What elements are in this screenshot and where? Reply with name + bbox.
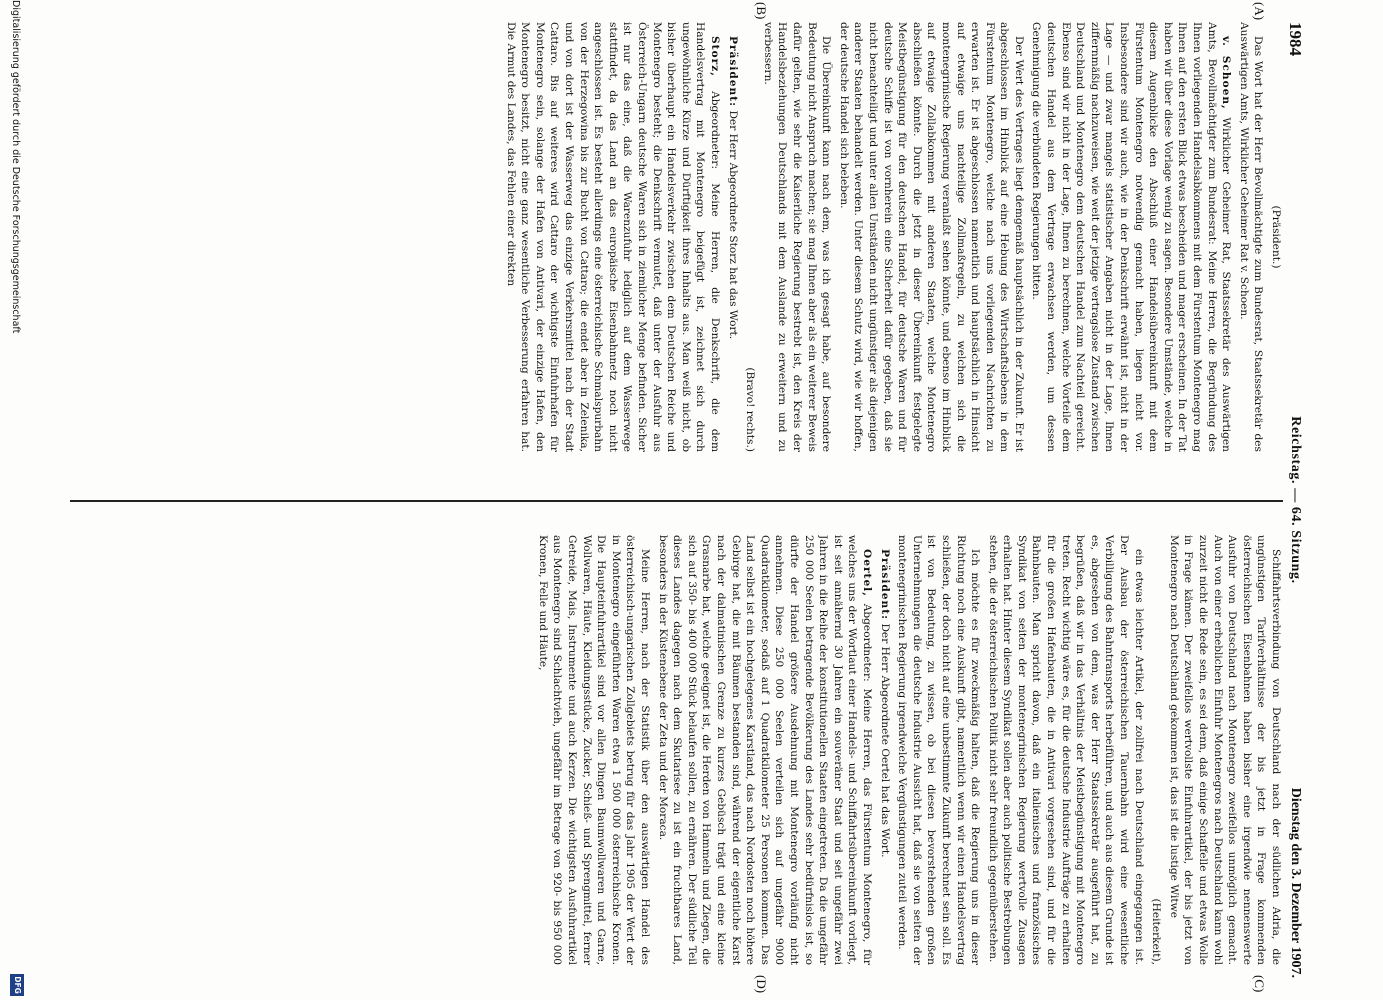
- page-number: 1984: [1286, 22, 1305, 56]
- paragraph: Ich möchte es für zweckmäßig halten, daß die Regierung uns in dieser Richtung noch eine Auskunft gibt, namentlich wenn wir einen Handelsvertrag schließen, der doch nicht auf eine unbestimmte Zukunft berechnet sein soll. Es ist von Bedeutung, zu wissen, ob bei diesen bevorstehenden großen Unternehmungen die deutsche Industrie Aussicht hat, daß sie von seiten der montenegrinischen Regierung irgendwelche Vergünstigungen zuteil werden.: [896, 535, 982, 965]
- paragraph: ein etwas leichter Artikel, der zollfrei nach Deutschland eingegangen ist. Der Ausbau der österreichischen Tauernbahn wird eine wesentliche Verbilligung des Bahntransports herbeiführen, und auch aus diesem Grunde ist es, abgesehen von dem, was der Herr Staatssekretär ausgeführt hat, zu begrüßen, daß wir in das Verhältnis der Meistbegünstigung mit Montenegro treten. Recht wichtig wäre es, für die deutsche Industrie Aufträge zu erhalten für die großen Hafenbauten, die in Antivari vorgesehen sind, und für die Bahnbauten. Man spricht davon, daß ein italienisches und französisches Syndikat von seiten der montenegrinischen Regierung wertvolle Zusagen erhalten hat. Hinter diesem Syndikat sollen aber auch politische Bestrebungen stehen, die der österreichischen Politik nicht sehr freundlich gegenüberstehen.: [986, 535, 1145, 965]
- paragraph: Das Wort hat der Herr Bevollmächtigte zum Bundesrat, Staatssekretär des Auswärtigen Amts, Wirklicher Geheimer Rat v. Schoen.: [1237, 22, 1265, 452]
- paragraph-text: Abgeordneter: Meine Herren, die Denkschrift, die dem Handelsvertrag mit Montenegro beigefügt ist, zeichnet sich durch ungewöhnliche Kürze und Dürftigkeit ihres Inhalts aus. Man weiß nicht, ob bisher überhaupt ein Handelsverkehr zwischen dem Deutschen Reiche und Montenegro besteht; die Denkschrift vermutet, daß unter der Ausfuhr aus Österreich-Ungarn deutsche Waren sich in ziemlicher Menge befinden. Sicher ist nur das eine, daß die Warenzufuhr lediglich auf dem Wasserwege stattfindet, da das Land an das europäische Eisenbahnnetz noch nicht angeschlossen ist. Es besteht allerdings eine österreichische Schmalspurbahn von der Herzegowina bis zur Bucht von Cattaro; die endet aber in Zelenika, und von dort ist der Wasserweg das einzige Verkehrsmittel nach der Stadt Cattaro. Bis auf weiteres wird Cattaro der wichtigste Einfuhrhafen für Montenegro sein, solange der Hafen von Antivari, der einzige Hafen, den Montenegro besitzt, nicht eine ganz wesentliche Verbesserung erfahren hat. Die Armut des Landes, das Fehlen einer direkten: [504, 22, 722, 452]
- speaker-continuation: (Präsident.): [1270, 205, 1282, 269]
- paragraph: [877, 535, 892, 965]
- paragraph-text: Der Herr Abgeordnete Oertel hat das Wort.: [878, 623, 891, 858]
- speaker-name: Storz,: [709, 36, 722, 77]
- funding-note: Digitalisierung gefördert durch die Deutsche Forschungsgemeinschaft: [10, 0, 21, 334]
- paragraph-text: Abgeordneter: Meine Herren, das Fürstentum Montenegro, für welches uns der Wortlaut einer Handels- und Schiffahrtsübereinkunft vorliegt, ist seit annähernd 30 Jahren ein souveräner Staat und seit ungefähr zwei Jahren in die Reihe der konstitutionellen Staaten eingetreten. Da die ungefähr 250 000 Seelen betragende Bevölkerung des Landes sehr bedürfnislos ist, so dürfte der Handel größere Ausdehnung mit Montenegro vorläufig nicht annehmen. Diese 250 000 Seelen verteilen sich auf ungefähr 9000 Quadratkilometer, sodaß auf 1 Quadratkilometer 25 Personen kommen. Das Land selbst ist ein hochgelegenes Karstland, das nach Nordosten noch höhere Gebirge hat, die mit Bäumen bestanden sind, während der eigentliche Karst nach der dalmatinischen Grenze zu kurzes Gebüsch trägt und eine kleine Grasnarbe hat, welche geeignet ist, die Herden von Hammeln und Ziegen, die sich auf 350- bis 400 000 Stück belaufen sollen, zu ernähren. Der südliche Teil dieses Landes dagegen nach dem Skutarisee zu ist ein fruchtbares Land, besonders in der Küstenebene der Zeta und der Moraca.: [656, 535, 873, 965]
- reaction-note: (Heiterkeit),: [1150, 898, 1163, 965]
- reaction-note: (Bravo! rechts.): [744, 367, 757, 452]
- speaker-name: Oertel,: [860, 549, 873, 597]
- page-header: [1283, 22, 1305, 978]
- speaker-name: v. Schoen,: [1220, 36, 1233, 110]
- paragraph: [655, 535, 874, 965]
- paragraph: Die Übereinkunft kann nach dem, was ich gesagt habe, auf besondere Bedeutung nicht Anspruch machen; sie mag Ihnen aber als ein weiterer Beweis dafür gelten, wie sehr die Kaiserliche Regierung bestrebt ist, den Kreis der Handelsbeziehungen Deutschlands mit dem Auslande zu erweitern und zu verbessern.: [761, 22, 833, 452]
- digitization-footer: [6, 0, 24, 1000]
- paragraph: Schiffahrtsverbindung von Deutschland nach der südlichen Adria, die ungünstigen Tarifverhältnisse der bis jetzt in Frage kommenden österreichischen Eisenbahnen haben bisher eine irgendwie nennenswerte Ausfuhr von Deutschland nach Montenegro zweifellos unmöglich gemacht. Auch von einer erheblichen Einfuhr Montenegros nach Deutschland kann wohl zurzeit nicht die Rede sein, es sei denn, daß einige Schaffelle und etwas Wolle in Frage kämen. Der zweifellos wertvollste Einfuhrartikel, der bis jetzt von Montenegro nach Deutschland gekommen ist, das ist die lustige Witwe: [1167, 535, 1282, 965]
- paragraph-text: Wirklicher Geheimer Rat, Staatssekretär des Auswärtigen Amts, Bevollmächtigter zum Bundesrat: Meine Herren, die Begründung des Ihnen vorliegenden Handelsabkommens mit dem Fürstentum Montenegro mag Ihnen auf den ersten Blick etwas bescheiden und mager erscheinen. In der Tat haben wir über diese Vorlage wenig zu sagen. Besondere Umstände, welche in diesem Augenblicke den Abschluß einer Handelsübereinkunft mit dem Fürstentum Montenegro notwendig gemacht haben, liegen nicht vor. Insbesondere sind wir auch, wie in der Denkschrift erwähnt ist, nicht in der Lage — und zwar mangels statistischer Angaben nicht in der Lage, Ihnen ziffernmäßig nachzuweisen, wie weit der jetzige vertragslose Zustand zwischen Deutschland und Montenegro dem deutschen Handel zum Nachteil gereicht. Ebenso sind wir nicht in der Lage, Ihnen zu berechnen, welche Vorteile dem deutschen Handel aus dem Vertrage erwachsen werden, um dessen Genehmigung die verbündeten Regierungen bitten.: [1030, 22, 1233, 452]
- column-divider: [70, 500, 1283, 502]
- paragraph: [725, 22, 740, 452]
- speaker-name: Präsident:: [878, 549, 891, 621]
- margin-marker-b: (B): [754, 2, 769, 20]
- session-date: Dienstag den 3. Dezember 1907.: [1288, 787, 1303, 978]
- paragraph: Der Wert des Vertrages liegt demgemäß hauptsächlich in der Zukunft. Er ist abgeschlossen im Hinblick auf eine Hebung des Wirtschaftslebens in dem Fürstentum Montenegro, welche nach uns vorliegenden Nachrichten zu erwarten ist. Er ist abgeschlossen namentlich und hauptsächlich in Hinsicht auf etwaige uns nachteilige Zollmaßregeln, zu welchen sich die montenegrinische Regierung veranlaßt sehen könnte, und ebenso im Hinblick auf etwaige Zollabkommen mit anderen Staaten, welche Montenegro abschließen könnte. Durch die jetzt in dieser Übereinkunft festgelegte Meistbegünstigung für den deutschen Handel, für deutsche Waren und für deutsche Schiffe ist von vornherein eine Sicherheit dafür gegeben, daß sie nicht benachteiligt und unter allen Umständen nicht ungünstiger als diejenigen anderer Staaten behandelt werden. Unter diesem Schutz wird, wie wir hoffen, der deutsche Handel sich beleben.: [837, 22, 1025, 452]
- speaker-name: Präsident:: [726, 36, 739, 108]
- running-title: Reichstag. — 64. Sitzung.: [1288, 416, 1303, 584]
- paragraph: Meine Herren, nach der Statistik über den auswärtigen Handel des österreichisch-ungarischen Zollgebiets betrug für das Jahr 1905 der Wert der in Montenegro eingeführten Waren etwa 1 500 000 österreichische Kronen. Die Haupteinfuhrartikel sind vor allen Dingen Baumwollwaren und Garne, Wollwaren, Häute, Kleidungsstücke, Zucker, Schieß- und Sprengmittel, ferner Getreide, Mais, Instrumente und auch Kerzen. Die wichtigsten Ausfuhrartikel aus Montenegro sind Schlachtvieh, ungefähr im Betrage von 920- bis 950 000 Kronen, Felle und Häute,: [536, 535, 652, 965]
- left-column: [70, 22, 1283, 452]
- paragraph: [503, 22, 722, 452]
- paragraph: [1029, 22, 1233, 452]
- dfg-logo: DFG: [10, 974, 24, 996]
- margin-marker-c: (C): [1252, 975, 1267, 993]
- margin-marker-d: (D): [754, 975, 769, 994]
- paragraph-text: Der Herr Abgeordnete Storz hat das Wort.: [726, 110, 739, 340]
- margin-marker-a: (A): [1252, 2, 1267, 21]
- right-column: [70, 535, 1283, 965]
